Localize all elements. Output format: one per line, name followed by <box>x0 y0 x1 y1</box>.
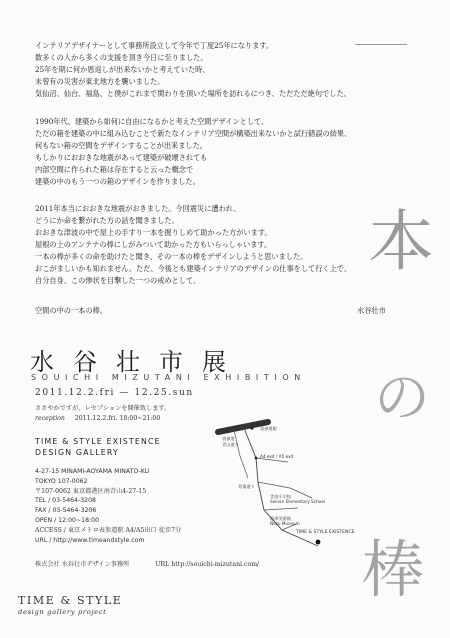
text-line: 1990年代、建築から如何に自由になるかと考えた空間デザインとして、 <box>35 117 269 126</box>
exhibition-dates: 2011.12.2.fri — 12.25.sun <box>35 388 194 398</box>
exhibition-title-en: SOUICHI MIZUTANI EXHIBITION <box>31 373 306 382</box>
access-map <box>200 418 355 553</box>
map-label-museum-en: Nezu Museum <box>270 521 300 526</box>
text-line: 未曾有の災害が東北地方を襲いました。 <box>35 77 165 86</box>
credit-line <box>35 560 259 570</box>
address-jp: 〒107-0062 東京都港区南青山4-27-15 <box>35 487 147 495</box>
body-paragraph-3 <box>35 203 351 287</box>
exhibition-title-jp: 水谷壮市展 <box>30 348 245 376</box>
reception-label: reception <box>35 415 65 422</box>
map-label-school: 青南小学校 <box>270 494 291 499</box>
address-en-2: TOKYO 107-0062 <box>35 477 88 485</box>
vertical-char-hon: 本 <box>368 203 434 280</box>
map-label-school-en: Seinan Elementary School <box>270 499 325 504</box>
credit-url[interactable]: URL http://souichi-mizutani.com/ <box>155 561 260 568</box>
vertical-char-bou: 棒 <box>362 533 425 606</box>
text-line: おこがましいかも知れません。ただ、今後とも建築インテリアのデザインの仕事をして行く上で、 <box>35 264 352 273</box>
text-line: 2011年本当におおきな地震がおきました。今回震災に遭われ、 <box>35 204 241 213</box>
text-line: ただの箱を建築の中に組み込むことで新たなインテリア空間が構築出来ないかと試行錯誤の結果、 <box>35 129 352 138</box>
venue-url[interactable]: URL / http://www.timeandstyle.com <box>35 536 145 544</box>
map-label-brand: TIME & STYLE EXISTENCE <box>296 530 355 535</box>
address-en: 4-27-15 MINAMI-AOYAMA MINATO-KU <box>35 468 150 475</box>
closing-line: 空間の中の一本の棒。 <box>35 306 107 315</box>
text-line: 建築の中のもう一つの箱のデザインを作りました。 <box>35 177 200 186</box>
text-line: 自分自身、この惨状を目撃した一つの戒めとして。 <box>35 276 201 285</box>
credit-company: 株式会社 水谷壮市デザイン事務所 <box>35 561 130 568</box>
text-line: 25年を期に何か恩返しが出来ないかと考えていた時、 <box>35 65 210 74</box>
venue-details <box>35 467 181 545</box>
map-label-kotto-dori: 骨董通り <box>238 484 255 489</box>
text-line: 内部空間に作られた箱は存在すると云った概念で <box>35 165 194 174</box>
footer-logo-title: TIME & STYLE <box>18 594 123 607</box>
reception-note: ささやかですが、レセプションを開催致します。 <box>35 405 171 412</box>
vertical-char-no: の <box>374 366 430 431</box>
text-line: インテリアデザイナーとして事務所設立して今年で丁度25年になります。 <box>35 41 274 50</box>
tel: TEL / 03-5464-3208 <box>35 497 96 505</box>
map-label-aoyama-dori: 青山通り <box>222 442 239 447</box>
top-decorative-line <box>355 44 407 45</box>
text-line: 何もない箱の空間をデザインすることが出来ました。 <box>35 141 207 150</box>
text-line: もしかりにおおきな地震があって建築が破壊されても <box>35 153 208 162</box>
text-line: 気仙沼、仙台、福島、と僕がこれまで関わりを頂いた場所を訪れるにつき、ただただ絶句でした。 <box>35 89 351 98</box>
signature: 水谷壮市 <box>357 306 386 315</box>
body-paragraph-1 <box>35 40 351 100</box>
body-paragraph-2 <box>35 116 351 188</box>
text-line: 数多くの人から多くの支援を頂き今日に至りました。 <box>35 53 208 62</box>
venue-name: TIME & STYLE EXISTENCE DESIGN GALLERY <box>35 437 161 457</box>
reception-row <box>35 414 160 424</box>
map-label-omotesando: 表参道 <box>222 436 235 441</box>
map-label-station: 表参道駅 <box>260 426 277 431</box>
footer-logo <box>18 594 122 616</box>
text-line: 屋根の上のアンテナの棒にしがみついて助かった方もいらっしゃいます。 <box>35 240 272 249</box>
text-line: 一本の棒が多くの命を助けたと聞き、その一本の棒をデザインしようと思いました。 <box>35 252 308 261</box>
footer-logo-sub: design gallery project <box>18 608 107 616</box>
text-line: おおきな津波の中で屋上の手すり一本を握りしめて助かった方がいます。 <box>35 228 272 237</box>
reception-time: 2011.12.2.fri. 18:00~21:00 <box>74 415 161 422</box>
text-line: どうにか命を繋がれた方の話を聞きました。 <box>35 216 179 225</box>
open-hours: OPEN / 12:00~18:00 <box>35 516 100 524</box>
map-label-museum: 根津美術館 <box>270 516 291 521</box>
access: ACCESS / 東京メトロ表参道駅 A4/A5出口 徒歩7分 <box>35 526 182 534</box>
fax: FAX / 03-5464-3206 <box>35 507 97 515</box>
map-label-exits: A4 exit / A5 exit <box>260 454 294 459</box>
